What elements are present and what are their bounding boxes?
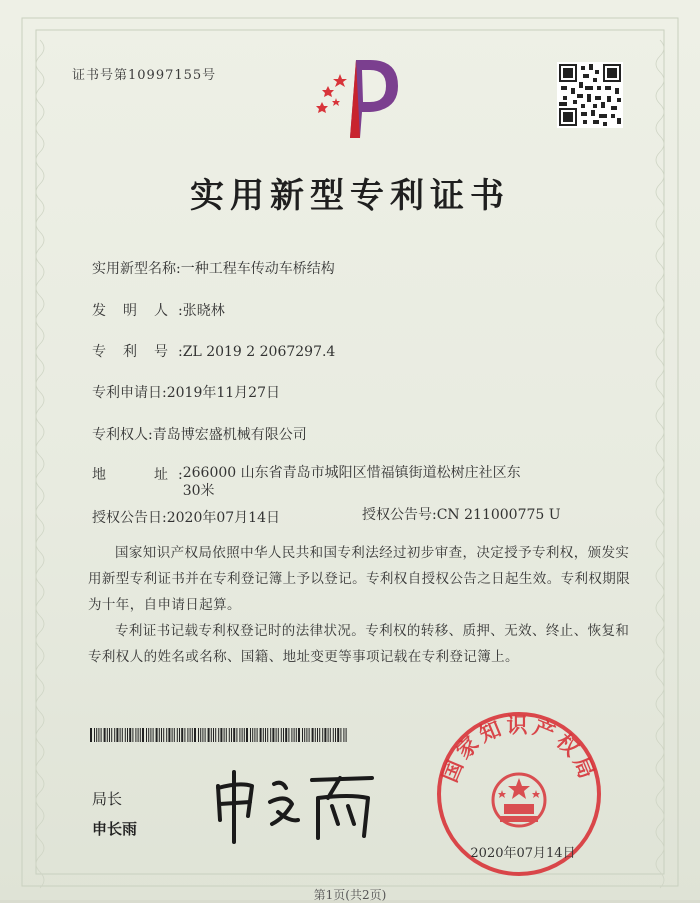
barcode-bar — [278, 728, 279, 742]
barcode-bar — [267, 728, 268, 742]
barcode-bar — [260, 728, 262, 742]
barcode-bar — [138, 728, 139, 742]
barcode-bar — [127, 728, 128, 742]
barcode-bar — [98, 728, 99, 742]
barcode-bar — [226, 728, 227, 742]
director-name: 申长雨 — [92, 820, 138, 838]
barcode-bar — [192, 728, 193, 742]
barcode-bar — [319, 728, 320, 742]
barcode — [90, 728, 348, 742]
patent-holder-row — [92, 424, 307, 444]
barcode-bar — [322, 728, 323, 742]
barcode-bar — [328, 728, 329, 742]
barcode-bar — [153, 728, 154, 742]
barcode-bar — [220, 728, 222, 742]
barcode-bar — [125, 728, 126, 742]
inventor-label-char: 人 — [154, 303, 168, 319]
barcode-bar — [184, 728, 185, 742]
barcode-bar — [90, 728, 92, 742]
barcode-bar — [208, 728, 210, 742]
barcode-bar — [194, 728, 196, 742]
barcode-bar — [218, 728, 219, 742]
barcode-bar — [205, 728, 206, 742]
barcode-bar — [246, 728, 248, 742]
barcode-bar — [291, 728, 292, 742]
seal-text: 国家知识产权局 — [436, 712, 602, 786]
barcode-bar — [263, 728, 264, 742]
grant-number-label: 授权公告号: — [362, 507, 437, 523]
barcode-bar — [236, 728, 237, 742]
barcode-bar — [190, 728, 191, 742]
cnipa-logo — [300, 52, 410, 142]
barcode-bar — [132, 728, 133, 742]
grant-number-row — [362, 504, 561, 524]
patent-holder-value: 青岛博宏盛机械有限公司 — [152, 427, 307, 443]
barcode-bar — [163, 728, 164, 742]
barcode-bar — [315, 728, 316, 742]
barcode-bar — [272, 728, 274, 742]
barcode-bar — [215, 728, 216, 742]
grant-date-label: 授权公告日: — [92, 510, 167, 526]
patent-number-colon: : — [178, 344, 183, 360]
barcode-bar — [317, 728, 318, 742]
patent-number-value: ZL 2019 2 2067297.4 — [182, 344, 336, 360]
patent-number-label — [92, 341, 168, 361]
inventor-label-char: 明 — [123, 303, 137, 319]
barcode-bar — [114, 728, 115, 742]
barcode-bar — [140, 728, 141, 742]
barcode-bar — [202, 728, 203, 742]
barcode-bar — [330, 728, 331, 742]
barcode-bar — [265, 728, 266, 742]
patent-number-label-char: 号 — [154, 344, 168, 360]
inventor-colon: : — [178, 303, 183, 319]
barcode-bar — [150, 728, 151, 742]
barcode-bar — [156, 728, 158, 742]
barcode-bar — [231, 728, 232, 742]
barcode-bar — [337, 728, 339, 742]
barcode-bar — [346, 728, 347, 742]
barcode-bar — [302, 728, 303, 742]
grant-date-row — [92, 507, 280, 527]
address-label-char: 地 — [92, 467, 106, 483]
barcode-bar — [298, 728, 300, 742]
address-colon: : — [178, 467, 183, 483]
barcode-bar — [270, 728, 271, 742]
barcode-bar — [111, 728, 112, 742]
barcode-bar — [294, 728, 295, 742]
handwritten-signature — [200, 758, 390, 848]
barcode-bar — [333, 728, 334, 742]
address-value: 266000 山东省青岛市城阳区惜福镇街道松树庄社区东30米 — [182, 465, 521, 499]
barcode-bar — [324, 728, 326, 742]
barcode-bar — [116, 728, 118, 742]
filing-date-value: 2019年11月27日 — [166, 385, 280, 401]
barcode-bar — [174, 728, 175, 742]
address-row — [92, 464, 523, 500]
barcode-bar — [101, 728, 102, 742]
barcode-bar — [281, 728, 282, 742]
barcode-bar — [242, 728, 243, 742]
barcode-bar — [159, 728, 160, 742]
seal-date: 2020年07月14日 — [470, 846, 576, 861]
barcode-bar — [166, 728, 167, 742]
patent-number-label-char: 专 — [92, 344, 106, 360]
barcode-bar — [148, 728, 149, 742]
barcode-bar — [276, 728, 277, 742]
barcode-bar — [250, 728, 251, 742]
barcode-bar — [283, 728, 284, 742]
barcode-bar — [224, 728, 225, 742]
patent-number-row — [92, 341, 335, 361]
model-name-row — [92, 258, 335, 278]
certificate-number: 证书号第10997155号 — [72, 68, 217, 83]
barcode-bar — [304, 728, 305, 742]
barcode-bar — [146, 728, 147, 742]
barcode-bar — [213, 728, 214, 742]
barcode-bar — [109, 728, 110, 742]
patent-holder-label: 专利权人: — [92, 427, 153, 443]
barcode-bar — [187, 728, 188, 742]
barcode-bar — [122, 728, 123, 742]
barcode-bar — [96, 728, 97, 742]
barcode-bar — [211, 728, 212, 742]
certificate-title: 实用新型专利证书 — [190, 176, 510, 216]
barcode-bar — [312, 728, 314, 742]
body-paragraph-1: 国家知识产权局依照中华人民共和国专利法经过初步审查，决定授予专利权，颁发实用新型专利证书并在专利登记簿上予以登记。专利权自授权公告之日起生效。专利权期限为十年，自申请日起算。 — [88, 545, 631, 613]
inventor-label-char: 发 — [92, 303, 106, 319]
inventor-value: 张晓林 — [182, 303, 225, 319]
barcode-bar — [335, 728, 336, 742]
barcode-bar — [309, 728, 310, 742]
grant-date-value: 2020年07月14日 — [166, 510, 280, 526]
barcode-bar — [177, 728, 178, 742]
inventor-row — [92, 300, 225, 320]
barcode-bar — [229, 728, 230, 742]
barcode-bar — [104, 728, 106, 742]
barcode-bar — [172, 728, 173, 742]
qr-code — [557, 62, 623, 128]
barcode-bar — [129, 728, 131, 742]
barcode-bar — [94, 728, 95, 742]
address-label-char: 址 — [154, 467, 168, 483]
barcode-bar — [257, 728, 258, 742]
barcode-bar — [296, 728, 297, 742]
inventor-label — [92, 300, 168, 320]
barcode-bar — [340, 728, 341, 742]
barcode-bar — [181, 728, 183, 742]
barcode-bar — [107, 728, 108, 742]
page-number: 第1页(共2页) — [313, 888, 387, 902]
body-paragraph-2: 专利证书记载专利权登记时的法律状况。专利权的转移、质押、无效、终止、恢复和专利权人的姓名或名称、国籍、地址变更等事项记载在专利登记簿上。 — [88, 623, 630, 665]
patent-number-label-char: 利 — [123, 344, 137, 360]
model-name-value: 一种工程车传动车桥结构 — [180, 261, 335, 277]
barcode-bar — [254, 728, 255, 742]
barcode-bar — [285, 728, 287, 742]
barcode-bar — [200, 728, 201, 742]
filing-date-row — [92, 382, 280, 402]
grant-number-value: CN 211000775 U — [436, 507, 561, 523]
barcode-bar — [288, 728, 289, 742]
barcode-bar — [179, 728, 180, 742]
barcode-bar — [142, 728, 144, 742]
address-label — [92, 464, 168, 484]
director-title: 局长 — [92, 790, 123, 808]
barcode-bar — [198, 728, 199, 742]
barcode-bar — [252, 728, 253, 742]
barcode-bar — [239, 728, 240, 742]
barcode-bar — [233, 728, 235, 742]
model-name-label: 实用新型名称: — [92, 261, 181, 277]
barcode-bar — [306, 728, 307, 742]
barcode-bar — [120, 728, 121, 742]
barcode-bar — [135, 728, 136, 742]
barcode-bar — [161, 728, 162, 742]
barcode-bar — [168, 728, 170, 742]
filing-date-label: 专利申请日: — [92, 385, 167, 401]
barcode-bar — [244, 728, 245, 742]
barcode-bar — [343, 728, 344, 742]
